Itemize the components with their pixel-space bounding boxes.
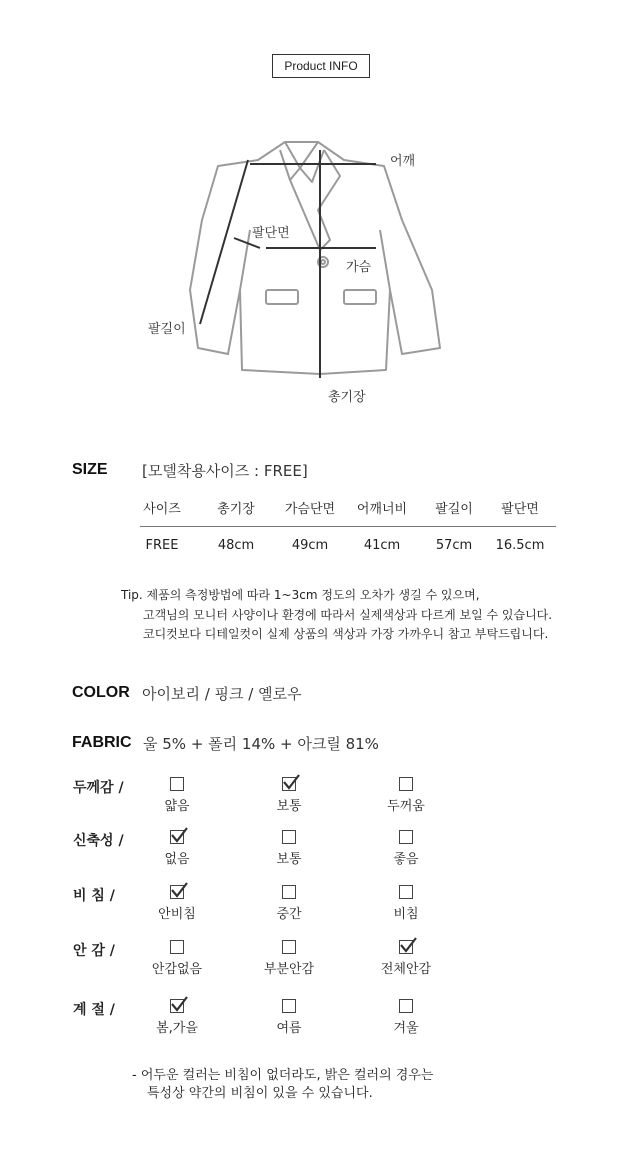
note-line-2: 특성상 약간의 비침이 있을 수 있습니다. xyxy=(147,1086,373,1101)
unchecked-checkbox-icon xyxy=(282,885,296,899)
size-header-sleeve-length: 팔길이 xyxy=(435,502,473,517)
checked-checkbox-icon xyxy=(399,940,413,954)
fabric-value: 울 5% + 폴리 14% + 아크릴 81% xyxy=(143,735,379,753)
attr-label-stretch: 신축성 / xyxy=(73,833,124,849)
attr-option-season-3 xyxy=(361,999,451,1036)
size-header-size: 사이즈 xyxy=(143,502,181,517)
attr-option-label: 겨울 xyxy=(393,1021,419,1036)
unchecked-checkbox-icon xyxy=(399,885,413,899)
unchecked-checkbox-icon xyxy=(282,830,296,844)
fabric-title: FABRIC xyxy=(72,734,132,751)
attr-option-label: 중간 xyxy=(276,907,302,922)
shoulder-label: 어깨 xyxy=(390,154,416,169)
attr-option-sheerness-3 xyxy=(361,885,451,922)
attr-option-sheerness-2 xyxy=(244,885,334,922)
color-title: COLOR xyxy=(72,684,130,701)
note-line-1: - 어두운 컬러는 비침이 없더라도, 밝은 컬러의 경우는 xyxy=(132,1068,434,1083)
checked-checkbox-icon xyxy=(170,885,184,899)
attr-option-label: 보통 xyxy=(276,852,302,867)
color-value: 아이보리 / 핑크 / 옐로우 xyxy=(142,685,302,703)
unchecked-checkbox-icon xyxy=(282,940,296,954)
unchecked-checkbox-icon xyxy=(399,777,413,791)
sleeve-length-label: 팔길이 xyxy=(148,322,186,337)
attr-option-label: 안감없음 xyxy=(151,962,203,977)
unchecked-checkbox-icon xyxy=(170,940,184,954)
size-title: SIZE xyxy=(72,461,108,478)
chest-label: 가슴 xyxy=(346,260,372,275)
size-cell-size: FREE xyxy=(145,538,179,553)
size-cell-sleeve-length: 57cm xyxy=(435,538,473,553)
attr-option-label: 봄,가을 xyxy=(156,1021,198,1036)
size-cell-shoulder: 41cm xyxy=(363,538,401,553)
attr-option-thickness-2 xyxy=(244,777,334,814)
tip-line-3: 코디컷보다 디테일컷이 실제 상품의 색상과 가장 가까우니 참고 부탁드립니다. xyxy=(143,627,549,641)
total-length-label: 총기장 xyxy=(328,390,366,405)
attr-label-thickness: 두께감 / xyxy=(73,780,124,796)
unchecked-checkbox-icon xyxy=(399,830,413,844)
attr-option-season-2 xyxy=(244,999,334,1036)
attr-option-label: 없음 xyxy=(164,852,190,867)
unchecked-checkbox-icon xyxy=(282,999,296,1013)
sleeve-width-label: 팔단면 xyxy=(252,226,290,241)
size-header-chest: 가슴단면 xyxy=(284,502,336,517)
attr-label-season: 계 절 / xyxy=(73,1002,115,1018)
attr-option-lining-2 xyxy=(244,940,334,977)
attr-option-label: 두꺼움 xyxy=(387,799,425,814)
attr-option-stretch-3 xyxy=(361,830,451,867)
size-header-length: 총기장 xyxy=(217,502,255,517)
unchecked-checkbox-icon xyxy=(170,777,184,791)
attr-option-stretch-1 xyxy=(132,830,222,867)
jacket-illustration xyxy=(140,130,460,410)
attr-option-label: 보통 xyxy=(276,799,302,814)
attr-option-label: 비침 xyxy=(393,907,419,922)
size-cell-sleeve-width: 16.5cm xyxy=(495,538,545,553)
attr-option-stretch-2 xyxy=(244,830,334,867)
size-header-shoulder: 어깨너비 xyxy=(356,502,408,517)
size-cell-length: 48cm xyxy=(217,538,255,553)
attr-label-sheerness: 비 침 / xyxy=(73,888,115,904)
tip-line-1: Tip. 제품의 측정방법에 따라 1~3cm 정도의 오차가 생길 수 있으며, xyxy=(121,588,480,602)
attr-option-label: 얇음 xyxy=(164,799,190,814)
attr-option-sheerness-1 xyxy=(132,885,222,922)
attr-option-label: 부분안감 xyxy=(263,962,315,977)
checked-checkbox-icon xyxy=(170,999,184,1013)
attr-option-lining-1 xyxy=(132,940,222,977)
attr-option-label: 안비침 xyxy=(158,907,196,922)
size-cell-chest: 49cm xyxy=(291,538,329,553)
attr-option-label: 좋음 xyxy=(393,852,419,867)
attr-option-season-1 xyxy=(132,999,222,1036)
attr-option-lining-3 xyxy=(361,940,451,977)
attr-option-thickness-1 xyxy=(132,777,222,814)
attr-option-label: 여름 xyxy=(276,1021,302,1036)
unchecked-checkbox-icon xyxy=(399,999,413,1013)
attr-option-thickness-3 xyxy=(361,777,451,814)
product-info-label: Product INFO xyxy=(272,54,370,78)
size-header-sleeve-width: 팔단면 xyxy=(501,502,539,517)
attr-option-label: 전체안감 xyxy=(380,962,432,977)
checked-checkbox-icon xyxy=(282,777,296,791)
attr-label-lining: 안 감 / xyxy=(73,943,115,959)
size-table-divider xyxy=(140,526,556,527)
checked-checkbox-icon xyxy=(170,830,184,844)
jacket-measurement-diagram xyxy=(140,130,460,410)
model-size-note: [모델착용사이즈 : FREE] xyxy=(142,462,308,480)
tip-line-2: 고객님의 모니터 사양이나 환경에 따라서 실제색상과 다르게 보일 수 있습니다. xyxy=(143,608,553,622)
